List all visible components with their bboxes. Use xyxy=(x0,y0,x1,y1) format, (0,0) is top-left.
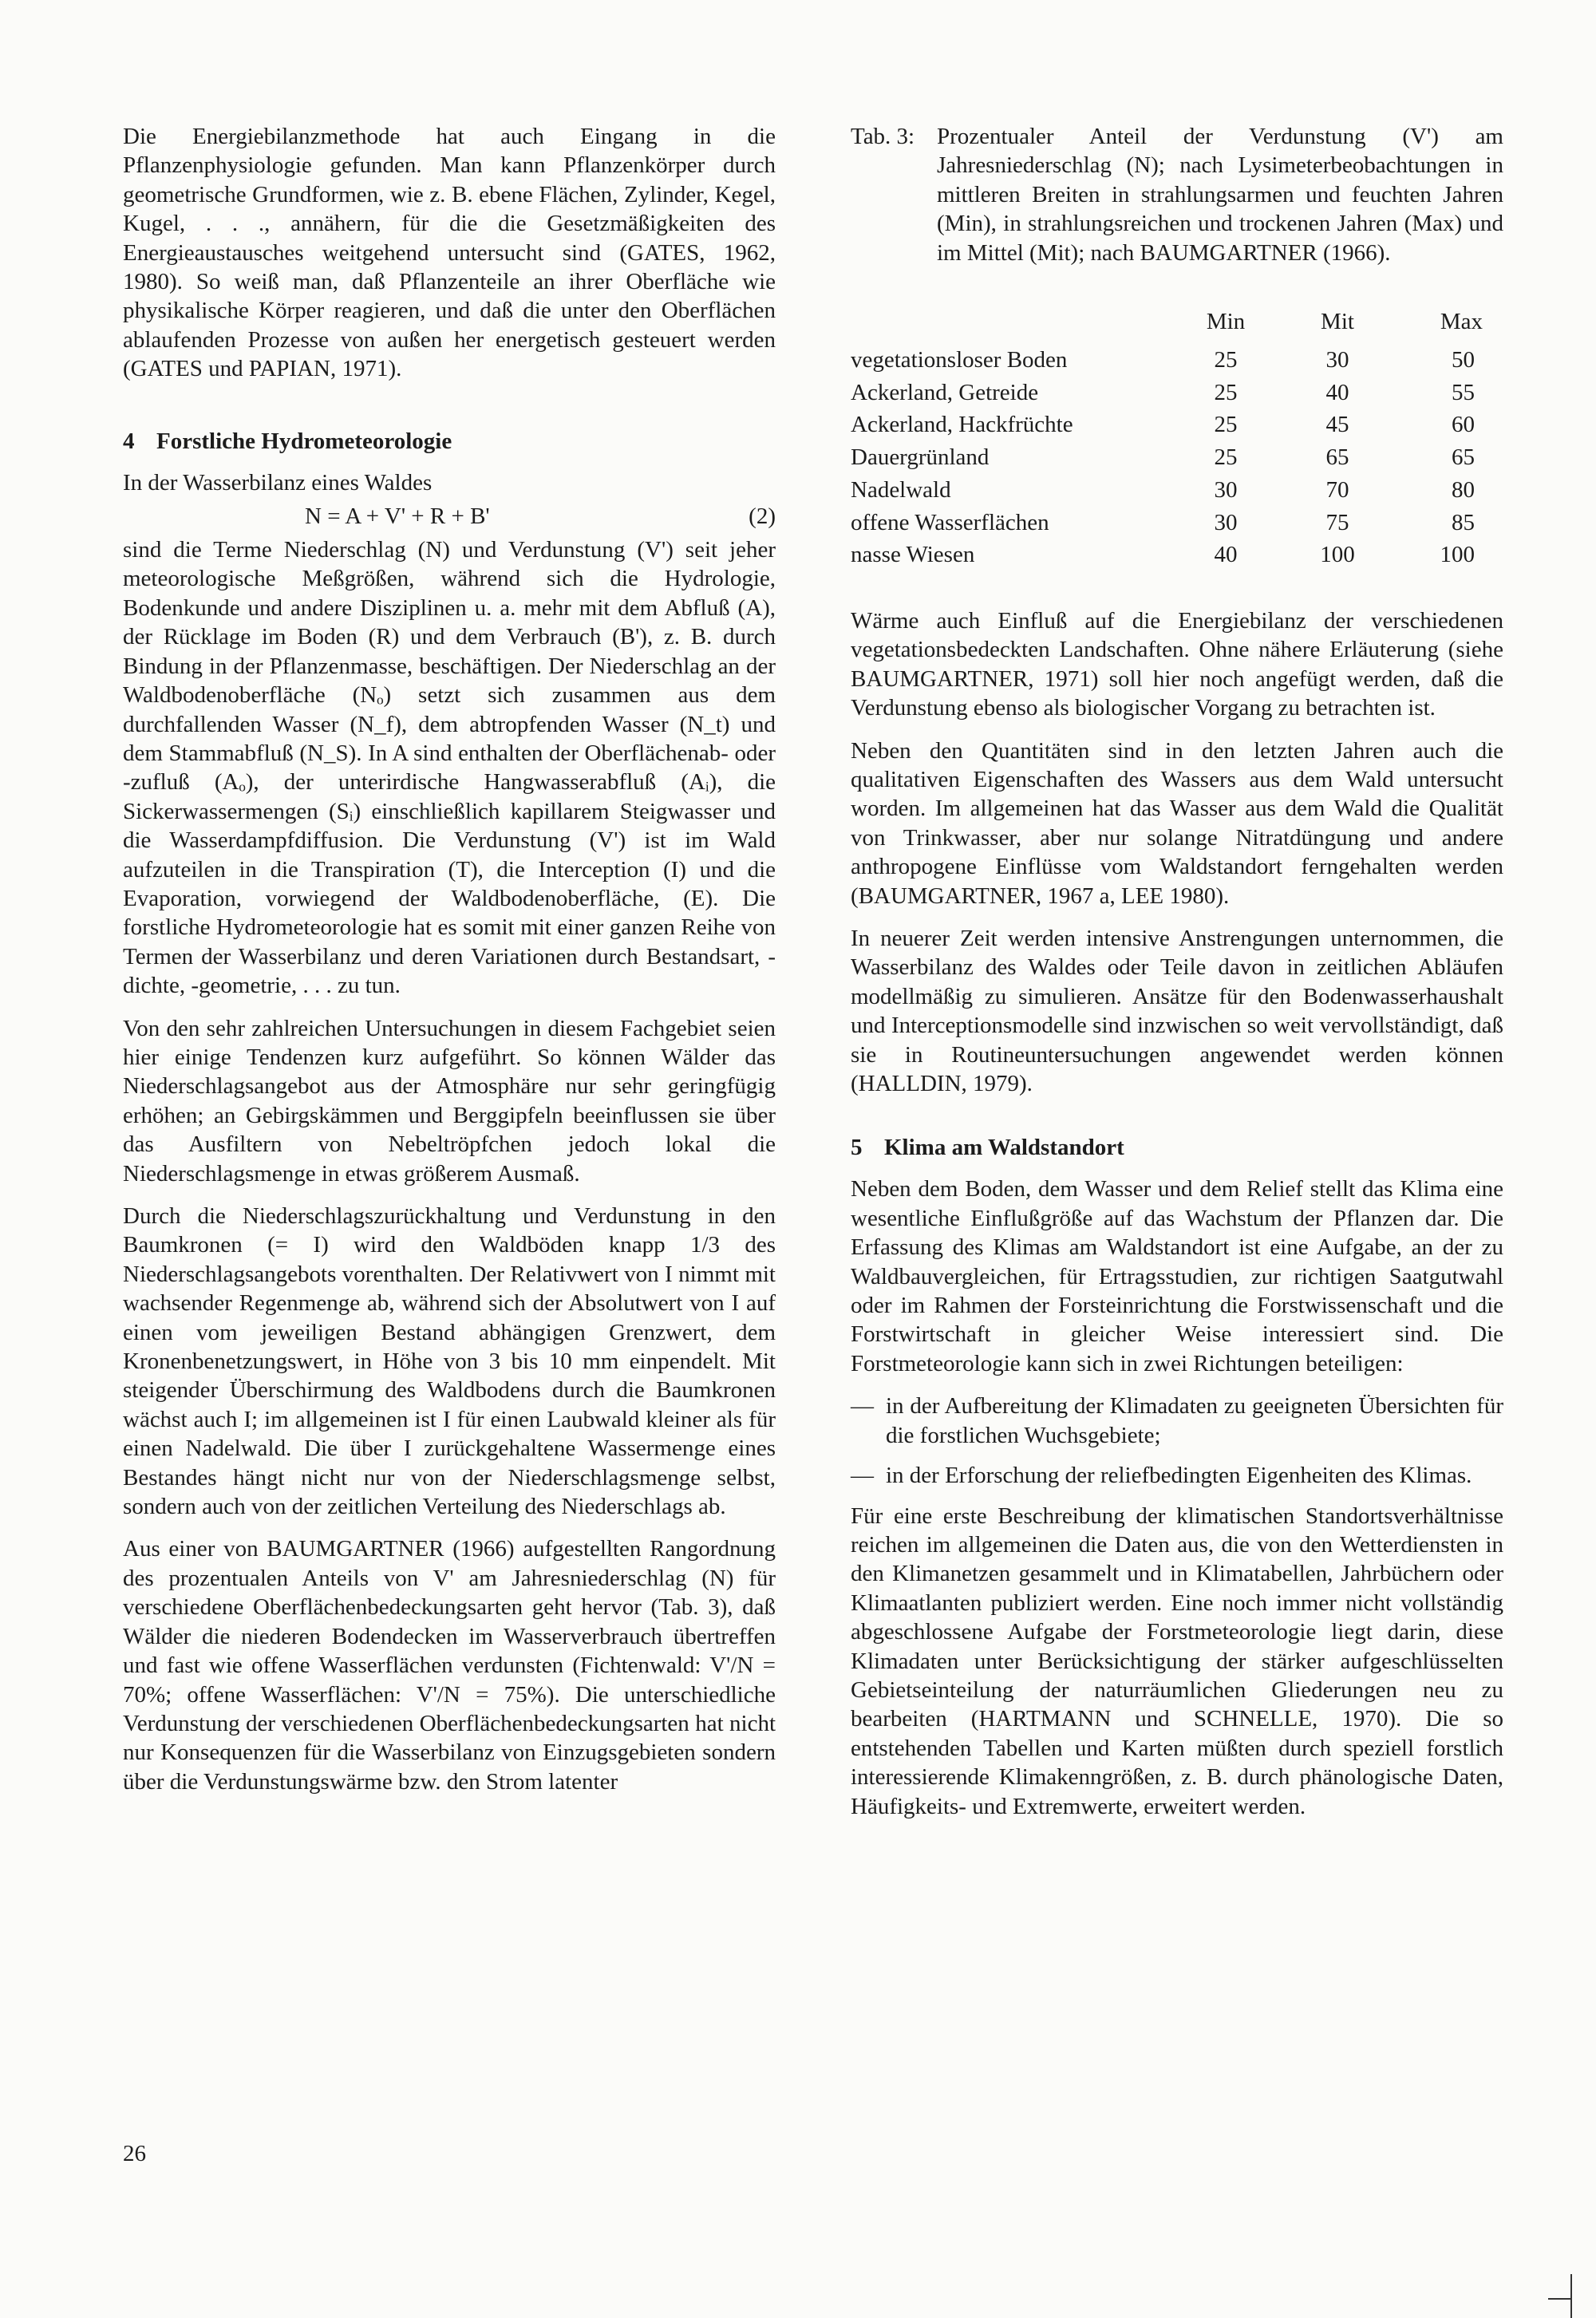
bullet-dash: — xyxy=(851,1463,874,1489)
table-cell-min: 25 xyxy=(1214,347,1238,373)
paragraph-klimadaten: Für eine erste Beschreibung der klimatischen Standortsverhältnisse reichen im allgemeinen die Daten aus, die von den Wetterdiensten in den Klimanetzen gesammelt und in Klimatabellen, Jahrbüchern oder Klimaatlanten publiziert werden. Eine noch immer nicht vollständig abgeschlossene Aufgabe der Forstmeteorologie liegt darin, diese Klimadaten unter Berücksichtigung der stärker aufgeschlüsselten Gebietseinteilung der naturräumlichen Gliederungen neu zu bearbeiten (HARTMANN und SCHNELLE, 1970). Die so entstehenden Tabellen und Karten müßten durch speziell forstlich interessierende Klimakenngrößen, z. B. durch phänologische Daten, Häufigkeits- und Extremwerte, erweitert werden. xyxy=(851,1503,1503,1819)
table-cell-mit: 45 xyxy=(1325,412,1349,438)
list-item xyxy=(851,1392,1503,1450)
paragraph-wasserbilanz-terms: sind die Terme Niederschlag (N) und Verdunstung (V') seit jeher meteorologische Meßgrößen, während sich die Hydrologie, Bodenkunde und andere Disziplinen u. a. mehr mit dem Abfluß (A), der Rücklage im Boden (R) und dem Verbrauch (B'), z. B. durch Bindung in der Pflanzenmasse, beschäftigen. Der Niederschlag an der Waldbodenoberfläche (Nₒ) setzt sich zusammen aus dem durchfallenden Wasser (N_f), dem abtropfenden Wasser (N_t) und dem Stammabfluß (N_S). In A sind enthalten der Oberflächenab- oder -zufluß (Aₒ), der unterirdische Hangwasserabfluß (Aᵢ), die Sickerwassermengen (Sᵢ) einschließlich kapillarem Steigwasser und die Wasserdampfdiffusion. Die Verdunstung (V') ist im Wald aufzuteilen in die Transpiration (T), die Interception (I) und die Evaporation, vorwiegend der Waldbodenoberfläche, (E). Die forstliche Hydrometeorologie hat es somit mit einer ganzen Reihe von Termen der Wasserbilanz und deren Variationen durch Bestandsart, -dichte, -geometrie, . . . zu tun. xyxy=(123,537,776,999)
section-number: 4 xyxy=(123,428,135,454)
table-cell-min: 25 xyxy=(1214,379,1238,405)
section-number: 5 xyxy=(851,1135,863,1161)
paragraph-wasserbilanz-intro: In der Wasserbilanz eines Waldes xyxy=(123,469,433,496)
scan-corner-mark xyxy=(1570,2274,1572,2318)
table-row xyxy=(851,377,1503,409)
equation-body: N = A + V' + R + B' xyxy=(305,503,490,530)
equation-2 xyxy=(123,502,776,531)
section-heading-4 xyxy=(123,427,776,456)
table-header-max: Max xyxy=(1440,309,1483,335)
table-cell-name: nasse Wiesen xyxy=(851,542,975,568)
section-title: Forstliche Hydrometeorologie xyxy=(156,428,452,454)
table-row xyxy=(851,474,1503,507)
equation-number: (2) xyxy=(749,503,776,530)
scan-corner-mark-horizontal xyxy=(1548,2298,1572,2300)
list-item-text: in der Erforschung der reliefbedingten Eigenheiten des Klimas. xyxy=(886,1463,1472,1489)
paragraph-verdunstungswaerme: Wärme auch Einfluß auf die Energiebilanz der verschiedenen vegetationsbedeckten Landschaften. Ohne nähere Erläuterung (siehe BAUMGARTNER, 1971) soll hier noch angefügt werden, daß die Verdunstung ebenso als biologischer Vorgang zu betrachten ist. xyxy=(851,607,1503,721)
table-cell-name: offene Wasserflächen xyxy=(851,509,1049,535)
table-caption xyxy=(851,122,1503,267)
table-row xyxy=(851,507,1503,539)
table-cell-min: 25 xyxy=(1214,444,1238,471)
paragraph-untersuchungen: Von den sehr zahlreichen Untersuchungen in diesem Fachgebiet seien hier einige Tendenzen kurz aufgeführt. So können Wälder das Niederschlagsangebot aus der Atmosphäre nur sehr geringfügig erhöhen; an Gebirgskämmen und Berggipfeln beeinflussen sie über das Ausfiltern von Nebeltröpfchen jedoch lokal die Niederschlagsmenge in etwas größerem Ausmaß. xyxy=(123,1015,776,1187)
page-number: 26 xyxy=(123,2141,146,2166)
table-row xyxy=(851,441,1503,474)
table-row xyxy=(851,409,1503,441)
right-column xyxy=(851,122,1503,1834)
table-cell-mit: 75 xyxy=(1325,509,1349,535)
paragraph-interception: Durch die Niederschlagszurückhaltung und Verdunstung in den Baumkronen (= I) wird den Waldböden knapp 1/3 des Niederschlagsangebots vorenthalten. Der Relativwert von I nimmt mit wachsender Regenmenge ab, während sich der Absolutwert von I auf einen vom jeweiligen Bestand abhängigen Grenzwert, dem Kronenbenetzungswert, in Höhe von 3 bis 10 mm einpendelt. Mit steigender Überschirmung des Waldbodens durch die Baumkronen wächst auch I; im allgemeinen ist I für einen Laubwald kleiner als für einen Nadelwald. Die über I zurückgehaltene Wassermenge eines Bestandes hängt nicht nur von der Niederschlagsmenge selbst, sondern auch von der zeitlichen Verteilung des Niederschlags ab. xyxy=(123,1203,776,1520)
table-cell-max: 85 xyxy=(1452,509,1475,535)
table-header-min: Min xyxy=(1206,309,1246,335)
paragraph-rangordnung: Aus einer von BAUMGARTNER (1966) aufgestellten Rangordnung des prozentualen Anteils von V' am Jahresniederschlag (N) für verschiedene Oberflächenbedeckungsarten geht hervor (Tab. 3), daß Wälder die niederen Bodendecken im Wasserverbrauch übertreffen und fast wie offene Wasserflächen verdunsten (Fichtenwald: V'/N = 70%; offene Wasserflächen: V'/N = 75%). Die unterschiedliche Verdunstung der verschiedenen Oberflächenbedeckungsarten hat nicht nur Konsequenzen für die Wasserbilanz von Einzugsgebieten sondern über die Verdunstungswärme bzw. den Strom latenter xyxy=(123,1536,776,1795)
table-header-row xyxy=(851,307,1503,344)
left-column xyxy=(123,122,776,1810)
table-cell-mit: 65 xyxy=(1325,444,1349,471)
paragraph-energiebilanz: Die Energiebilanzmethode hat auch Eingang in die Pflanzenphysiologie gefunden. Man kann Pflanzenkörper durch geometrische Grundformen, wie z. B. ebene Flächen, Zylinder, Kegel, Kugel, . . ., annähern, für die die Gesetzmäßigkeiten des Energieaustausches weitgehend untersucht sind (GATES, 1962, 1980). So weiß man, daß Pflanzenteile an ihrer Oberfläche wie physikalische Körper reagieren, und daß die unter den Oberflächen ablaufenden Prozesse von außen her energetisch gesteuert werden (GATES und PAPIAN, 1971). xyxy=(123,124,776,382)
table-header-empty xyxy=(851,307,1170,344)
paragraph-klima-intro: Neben dem Boden, dem Wasser und dem Relief stellt das Klima eine wesentliche Einflußgröße auf das Wachstum der Pflanzen dar. Die Erfassung des Klimas am Waldstandort ist eine Aufgabe, an der zu Waldbauvergleichen, für Ertragsstudien, zur richtigen Saatgutwahl oder im Rahmen der Forsteinrichtung die Forstwissenschaft und die Forstwirtschaft in gleicher Weise interessiert sind. Die Forstmeteorologie kann sich in zwei Richtungen beteiligen: xyxy=(851,1176,1503,1376)
table-cell-name: vegetationsloser Boden xyxy=(851,347,1068,373)
table-cell-max: 100 xyxy=(1440,542,1475,568)
table-cell-min: 25 xyxy=(1214,412,1238,438)
table-cell-max: 60 xyxy=(1452,412,1475,438)
table-row xyxy=(851,344,1503,377)
paragraph-wasserqualitaet: Neben den Quantitäten sind in den letzten Jahren auch die qualitativen Eigenschaften des Wassers aus dem Wald untersucht worden. Im allgemeinen hat das Wasser aus dem Wald die Qualität von Trinkwasser, aber nur solange Nitratdüngung und andere anthropogene Einflüsse vom Waldstandort ferngehalten werden (BAUMGARTNER, 1967 a, LEE 1980). xyxy=(851,737,1503,909)
table-cell-mit: 100 xyxy=(1320,542,1355,568)
table-cell-name: Dauergrünland xyxy=(851,444,990,471)
table-row xyxy=(851,539,1503,571)
table-caption-label: Tab. 3: xyxy=(851,124,915,149)
section-heading-5 xyxy=(851,1133,1503,1162)
paragraph-modellierung: In neuerer Zeit werden intensive Anstrengungen unternommen, die Wasserbilanz des Waldes oder Teile davon in zeitlichen Abläufen modellmäßig zu simulieren. Ansätze für den Bodenwasserhaushalt und Interceptionsmodelle sind inzwischen so weit vervollständigt, daß sie in Routineuntersuchungen angewendet werden können (HALLDIN, 1979). xyxy=(851,926,1503,1097)
table-cell-min: 30 xyxy=(1214,509,1238,535)
table-cell-min: 30 xyxy=(1214,476,1238,503)
list-item xyxy=(851,1461,1503,1490)
table-cell-min: 40 xyxy=(1214,542,1238,568)
table-cell-name: Ackerland, Getreide xyxy=(851,379,1039,405)
table-cell-max: 65 xyxy=(1452,444,1475,471)
list-item-text: in der Aufbereitung der Klimadaten zu geeigneten Übersichten für die forstlichen Wuchsgebiete; xyxy=(886,1393,1503,1448)
table-cell-name: Ackerland, Hackfrüchte xyxy=(851,412,1073,438)
table-cell-max: 80 xyxy=(1452,476,1475,503)
table-cell-max: 50 xyxy=(1452,347,1475,373)
bullet-dash: — xyxy=(851,1393,874,1420)
table-cell-mit: 70 xyxy=(1325,476,1349,503)
table-header-mit: Mit xyxy=(1321,309,1354,335)
table-caption-text: Prozentualer Anteil der Verdunstung (V') am Jahresniederschlag (N); nach Lysimeterbeobachtungen in mittleren Breiten in strahlungsarmen und feuchten Jahren (Min), in strahlungsreichen und trockenen Jahren (Max) und im Mittel (Mit); nach BAUMGARTNER (1966). xyxy=(937,124,1503,266)
section-title: Klima am Waldstandort xyxy=(884,1135,1124,1161)
evaporation-table xyxy=(851,307,1503,571)
table-cell-mit: 30 xyxy=(1325,347,1349,373)
table-cell-name: Nadelwald xyxy=(851,476,951,503)
table-cell-mit: 40 xyxy=(1325,379,1349,405)
table-cell-max: 55 xyxy=(1452,379,1475,405)
